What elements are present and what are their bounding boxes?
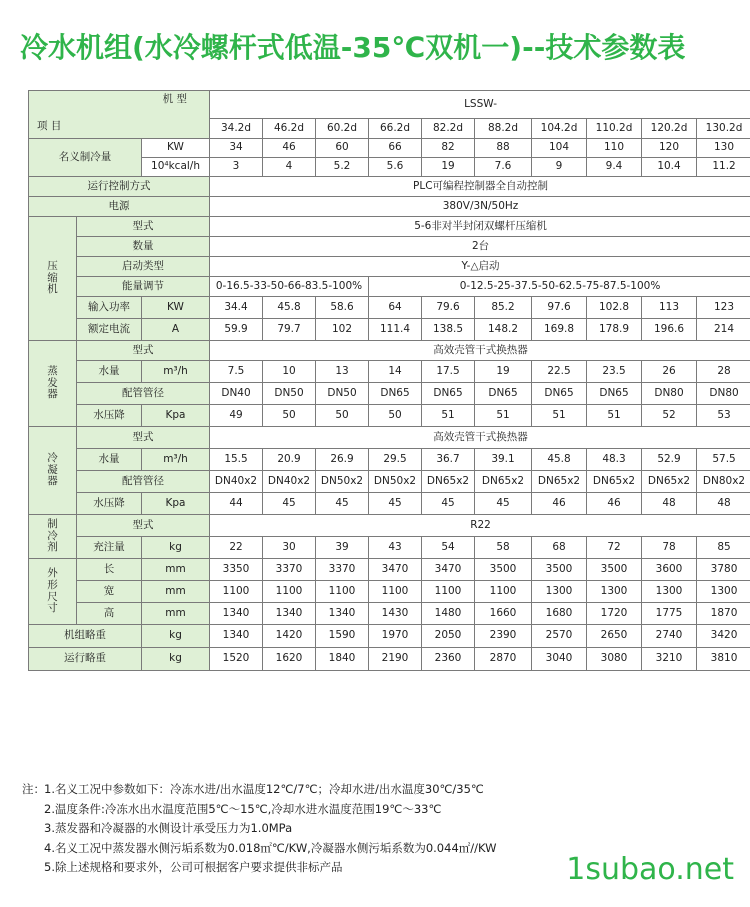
notes bbox=[22, 780, 497, 878]
value-cell: 2390 bbox=[475, 625, 532, 648]
value-cell: 19 bbox=[422, 158, 475, 177]
table-row bbox=[29, 361, 750, 383]
value-cell: 130 bbox=[697, 139, 750, 158]
value-cell: 26.9 bbox=[316, 449, 369, 471]
value-cell: 3810 bbox=[697, 648, 750, 671]
group-char: 剂 bbox=[47, 541, 58, 554]
table-row bbox=[29, 319, 750, 341]
value-cell: DN50x2 bbox=[316, 471, 369, 493]
header-item-model bbox=[29, 91, 210, 139]
value-cell: 1100 bbox=[210, 581, 263, 603]
value-cell: 138.5 bbox=[422, 319, 475, 341]
value-cell: 3500 bbox=[532, 559, 587, 581]
drop-label: 水压降 bbox=[77, 405, 142, 427]
value-cell: 2360 bbox=[422, 648, 475, 671]
value-cell: 1100 bbox=[422, 581, 475, 603]
type-label: 型式 bbox=[77, 515, 210, 537]
group-char: 压 bbox=[47, 260, 58, 273]
unit-cell: kg bbox=[142, 648, 210, 671]
value-cell: 7.6 bbox=[475, 158, 532, 177]
model-name: 120.2d bbox=[642, 119, 697, 139]
value-cell: 66 bbox=[369, 139, 422, 158]
table-row bbox=[29, 383, 750, 405]
value-cell: DN65x2 bbox=[642, 471, 697, 493]
table-row bbox=[29, 537, 750, 559]
value-cell: 3040 bbox=[532, 648, 587, 671]
value-cell: 22 bbox=[210, 537, 263, 559]
qty-label: 数量 bbox=[77, 237, 210, 257]
start-value: Y-△启动 bbox=[210, 257, 750, 277]
group-char: 蒸 bbox=[47, 365, 58, 378]
reg-value: 0-12.5-25-37.5-50-62.5-75-87.5-100% bbox=[369, 277, 750, 297]
value-cell: 45 bbox=[263, 493, 316, 515]
value-cell: 111.4 bbox=[369, 319, 422, 341]
value-cell: 110 bbox=[587, 139, 642, 158]
value-cell: 13 bbox=[316, 361, 369, 383]
start-label: 启动类型 bbox=[77, 257, 210, 277]
hei-label: 高 bbox=[77, 603, 142, 625]
value-cell: 2190 bbox=[369, 648, 422, 671]
value-cell: 3370 bbox=[263, 559, 316, 581]
cur-label: 额定电流 bbox=[77, 319, 142, 341]
table-row bbox=[29, 277, 750, 297]
value-cell: 1840 bbox=[316, 648, 369, 671]
value-cell: 22.5 bbox=[532, 361, 587, 383]
value-cell: 34.4 bbox=[210, 297, 263, 319]
group-char: 凝 bbox=[47, 463, 58, 476]
value-cell: 102 bbox=[316, 319, 369, 341]
value-cell: 17.5 bbox=[422, 361, 475, 383]
value-cell: 1420 bbox=[263, 625, 316, 648]
qty-value: 2台 bbox=[210, 237, 750, 257]
unit-cell: m³/h bbox=[142, 449, 210, 471]
value-cell: 30 bbox=[263, 537, 316, 559]
value-cell: 1100 bbox=[316, 581, 369, 603]
note-item: 5.除上述规格和要求外，公司可根据客户要求提供非标产品 bbox=[44, 860, 343, 874]
unit-cell: mm bbox=[142, 581, 210, 603]
value-cell: 1340 bbox=[210, 603, 263, 625]
value-cell: 9.4 bbox=[587, 158, 642, 177]
reg-label: 能量调节 bbox=[77, 277, 210, 297]
value-cell: 2740 bbox=[642, 625, 697, 648]
model-name: 82.2d bbox=[422, 119, 475, 139]
pipe-label: 配管管径 bbox=[77, 471, 210, 493]
table-row bbox=[29, 341, 750, 361]
value-cell: 10.4 bbox=[642, 158, 697, 177]
unit-cell: 10⁴kcal/h bbox=[142, 158, 210, 177]
value-cell: 48 bbox=[697, 493, 750, 515]
table-row bbox=[29, 297, 750, 319]
value-cell: 44 bbox=[210, 493, 263, 515]
value-cell: 46 bbox=[587, 493, 642, 515]
table-row bbox=[29, 91, 750, 119]
note-item: 4.名义工况中蒸发器水侧污垢系数为0.018㎡℃/KW,冷凝器水侧污垢系数为0.044㎡//KW bbox=[44, 840, 497, 855]
value-cell: DN50x2 bbox=[369, 471, 422, 493]
note-item: 1.名义工况中参数如下：冷冻水进/出水温度12℃/7℃；冷却水进/出水温度30℃/35℃ bbox=[44, 782, 484, 796]
dimensions-group bbox=[29, 559, 77, 625]
value-cell: 72 bbox=[587, 537, 642, 559]
value-cell: 1430 bbox=[369, 603, 422, 625]
value-cell: 1680 bbox=[532, 603, 587, 625]
model-name: 60.2d bbox=[316, 119, 369, 139]
value-cell: 1590 bbox=[316, 625, 369, 648]
type-label: 型式 bbox=[77, 217, 210, 237]
value-cell: DN65 bbox=[369, 383, 422, 405]
value-cell: DN65x2 bbox=[532, 471, 587, 493]
value-cell: 1300 bbox=[587, 581, 642, 603]
model-name: 110.2d bbox=[587, 119, 642, 139]
watermark: 1subao.net bbox=[566, 852, 734, 887]
table-row bbox=[29, 257, 750, 277]
value-cell: 78 bbox=[642, 537, 697, 559]
value-cell: 39 bbox=[316, 537, 369, 559]
value-cell: 11.2 bbox=[697, 158, 750, 177]
value-cell: DN40x2 bbox=[210, 471, 263, 493]
value-cell: 169.8 bbox=[532, 319, 587, 341]
charge-label: 充注量 bbox=[77, 537, 142, 559]
value-cell: 45 bbox=[369, 493, 422, 515]
group-char: 器 bbox=[47, 388, 58, 401]
value-cell: 102.8 bbox=[587, 297, 642, 319]
value-cell: 3500 bbox=[475, 559, 532, 581]
value-cell: DN65x2 bbox=[422, 471, 475, 493]
model-label: 机 型 bbox=[162, 93, 188, 105]
value-cell: 1340 bbox=[316, 603, 369, 625]
value-cell: 120 bbox=[642, 139, 697, 158]
value-cell: 53 bbox=[697, 405, 750, 427]
value-cell: DN40x2 bbox=[263, 471, 316, 493]
power-value: 380V/3N/50Hz bbox=[210, 197, 750, 217]
value-cell: 88 bbox=[475, 139, 532, 158]
value-cell: 1720 bbox=[587, 603, 642, 625]
type-value: 高效壳管干式换热器 bbox=[210, 427, 750, 449]
value-cell: 14 bbox=[369, 361, 422, 383]
power-label: 电源 bbox=[29, 197, 210, 217]
value-cell: 1100 bbox=[475, 581, 532, 603]
value-cell: 46 bbox=[263, 139, 316, 158]
value-cell: DN80 bbox=[697, 383, 750, 405]
value-cell: 51 bbox=[587, 405, 642, 427]
value-cell: 45 bbox=[422, 493, 475, 515]
unit-cell: A bbox=[142, 319, 210, 341]
weight-label: 机组略重 bbox=[29, 625, 142, 648]
value-cell: 1620 bbox=[263, 648, 316, 671]
model-name: 46.2d bbox=[263, 119, 316, 139]
value-cell: 1660 bbox=[475, 603, 532, 625]
value-cell: 51 bbox=[475, 405, 532, 427]
value-cell: 104 bbox=[532, 139, 587, 158]
unit-cell: KW bbox=[142, 139, 210, 158]
value-cell: 50 bbox=[369, 405, 422, 427]
group-char: 形 bbox=[47, 578, 58, 591]
value-cell: 54 bbox=[422, 537, 475, 559]
table-row bbox=[29, 139, 750, 158]
value-cell: 3 bbox=[210, 158, 263, 177]
value-cell: 3420 bbox=[697, 625, 750, 648]
value-cell: 39.1 bbox=[475, 449, 532, 471]
group-char: 外 bbox=[47, 567, 58, 580]
value-cell: 148.2 bbox=[475, 319, 532, 341]
value-cell: 9 bbox=[532, 158, 587, 177]
value-cell: 19 bbox=[475, 361, 532, 383]
unit-cell: kg bbox=[142, 537, 210, 559]
value-cell: DN80x2 bbox=[697, 471, 750, 493]
value-cell: 3600 bbox=[642, 559, 697, 581]
spec-table bbox=[28, 90, 750, 671]
value-cell: DN50 bbox=[263, 383, 316, 405]
value-cell: 123 bbox=[697, 297, 750, 319]
value-cell: 1100 bbox=[369, 581, 422, 603]
table-row bbox=[29, 237, 750, 257]
type-value: 5-6非对半封闭双螺杆压缩机 bbox=[210, 217, 750, 237]
type-label: 型式 bbox=[77, 427, 210, 449]
value-cell: 1100 bbox=[263, 581, 316, 603]
series-label: LSSW- bbox=[210, 91, 750, 119]
value-cell: 50 bbox=[316, 405, 369, 427]
value-cell: 3500 bbox=[587, 559, 642, 581]
unit-cell: m³/h bbox=[142, 361, 210, 383]
control-value: PLC可编程控制器全自动控制 bbox=[210, 177, 750, 197]
value-cell: 60 bbox=[316, 139, 369, 158]
value-cell: 46 bbox=[532, 493, 587, 515]
value-cell: DN50 bbox=[316, 383, 369, 405]
table-row bbox=[29, 449, 750, 471]
evaporator-group bbox=[29, 341, 77, 427]
flow-label: 水量 bbox=[77, 361, 142, 383]
value-cell: DN65 bbox=[422, 383, 475, 405]
value-cell: 10 bbox=[263, 361, 316, 383]
value-cell: 82 bbox=[422, 139, 475, 158]
value-cell: 49 bbox=[210, 405, 263, 427]
model-name: 34.2d bbox=[210, 119, 263, 139]
value-cell: 3470 bbox=[369, 559, 422, 581]
value-cell: 196.6 bbox=[642, 319, 697, 341]
value-cell: 97.6 bbox=[532, 297, 587, 319]
group-char: 制 bbox=[47, 518, 58, 531]
item-label: 项 目 bbox=[37, 120, 62, 133]
group-char: 发 bbox=[47, 376, 58, 389]
value-cell: 51 bbox=[422, 405, 475, 427]
value-cell: 57.5 bbox=[697, 449, 750, 471]
value-cell: 51 bbox=[532, 405, 587, 427]
table-row bbox=[29, 625, 750, 648]
value-cell: 45 bbox=[475, 493, 532, 515]
value-cell: 23.5 bbox=[587, 361, 642, 383]
value-cell: DN65 bbox=[475, 383, 532, 405]
table-row bbox=[29, 603, 750, 625]
value-cell: 45.8 bbox=[532, 449, 587, 471]
value-cell: 1300 bbox=[642, 581, 697, 603]
reg-value: 0-16.5-33-50-66-83.5-100% bbox=[210, 277, 369, 297]
value-cell: 3780 bbox=[697, 559, 750, 581]
value-cell: 50 bbox=[263, 405, 316, 427]
compressor-group bbox=[29, 217, 77, 341]
unit-cell: Kpa bbox=[142, 405, 210, 427]
value-cell: 28 bbox=[697, 361, 750, 383]
value-cell: 34 bbox=[210, 139, 263, 158]
value-cell: 79.7 bbox=[263, 319, 316, 341]
value-cell: 58.6 bbox=[316, 297, 369, 319]
notes-lead: 注： bbox=[22, 782, 45, 796]
unit-cell: mm bbox=[142, 559, 210, 581]
value-cell: DN65x2 bbox=[475, 471, 532, 493]
value-cell: 3370 bbox=[316, 559, 369, 581]
value-cell: DN65 bbox=[587, 383, 642, 405]
value-cell: 43 bbox=[369, 537, 422, 559]
value-cell: 85.2 bbox=[475, 297, 532, 319]
refrigerant-group bbox=[29, 515, 77, 559]
value-cell: 29.5 bbox=[369, 449, 422, 471]
value-cell: 2050 bbox=[422, 625, 475, 648]
model-name: 88.2d bbox=[475, 119, 532, 139]
model-name: 66.2d bbox=[369, 119, 422, 139]
drop-label: 水压降 bbox=[77, 493, 142, 515]
condenser-group bbox=[29, 427, 77, 515]
value-cell: 1300 bbox=[532, 581, 587, 603]
value-cell: 52 bbox=[642, 405, 697, 427]
value-cell: DN65 bbox=[532, 383, 587, 405]
value-cell: DN65x2 bbox=[587, 471, 642, 493]
table-row bbox=[29, 427, 750, 449]
value-cell: 59.9 bbox=[210, 319, 263, 341]
value-cell: 1480 bbox=[422, 603, 475, 625]
value-cell: 2870 bbox=[475, 648, 532, 671]
table-row bbox=[29, 197, 750, 217]
value-cell: 68 bbox=[532, 537, 587, 559]
value-cell: 3470 bbox=[422, 559, 475, 581]
value-cell: 4 bbox=[263, 158, 316, 177]
group-char: 器 bbox=[47, 475, 58, 488]
note-item: 2.温度条件:冷冻水出水温度范围5℃～15℃,冷却水进水温度范围19℃～33℃ bbox=[44, 801, 442, 816]
value-cell: 3210 bbox=[642, 648, 697, 671]
capacity-label: 名义制冷量 bbox=[29, 139, 142, 177]
value-cell: 48.3 bbox=[587, 449, 642, 471]
value-cell: 1970 bbox=[369, 625, 422, 648]
value-cell: 85 bbox=[697, 537, 750, 559]
value-cell: 2570 bbox=[532, 625, 587, 648]
value-cell: 7.5 bbox=[210, 361, 263, 383]
unit-cell: Kpa bbox=[142, 493, 210, 515]
value-cell: 64 bbox=[369, 297, 422, 319]
value-cell: 48 bbox=[642, 493, 697, 515]
unit-cell: KW bbox=[142, 297, 210, 319]
unit-cell: mm bbox=[142, 603, 210, 625]
value-cell: 52.9 bbox=[642, 449, 697, 471]
value-cell: 113 bbox=[642, 297, 697, 319]
value-cell: DN80 bbox=[642, 383, 697, 405]
value-cell: 26 bbox=[642, 361, 697, 383]
table-row bbox=[29, 559, 750, 581]
inpow-label: 输入功率 bbox=[77, 297, 142, 319]
page-title: 冷水机组(水冷螺杆式低温-35℃双机一)--技术参数表 bbox=[20, 31, 686, 64]
value-cell: 45 bbox=[316, 493, 369, 515]
value-cell: 15.5 bbox=[210, 449, 263, 471]
table-row bbox=[29, 405, 750, 427]
table-row bbox=[29, 581, 750, 603]
value-cell: 45.8 bbox=[263, 297, 316, 319]
run-weight-label: 运行略重 bbox=[29, 648, 142, 671]
value-cell: 1340 bbox=[210, 625, 263, 648]
table-row bbox=[29, 177, 750, 197]
value-cell: 178.9 bbox=[587, 319, 642, 341]
value-cell: 5.2 bbox=[316, 158, 369, 177]
value-cell: 3350 bbox=[210, 559, 263, 581]
control-label: 运行控制方式 bbox=[29, 177, 210, 197]
model-name: 104.2d bbox=[532, 119, 587, 139]
value-cell: 3080 bbox=[587, 648, 642, 671]
value-cell: 214 bbox=[697, 319, 750, 341]
type-label: 型式 bbox=[77, 341, 210, 361]
type-value: R22 bbox=[210, 515, 750, 537]
group-char: 冷 bbox=[47, 529, 58, 542]
table-row bbox=[29, 648, 750, 671]
table-row bbox=[29, 493, 750, 515]
value-cell: 1340 bbox=[263, 603, 316, 625]
group-char: 寸 bbox=[47, 602, 58, 615]
pipe-label: 配管管径 bbox=[77, 383, 210, 405]
wid-label: 宽 bbox=[77, 581, 142, 603]
table-row bbox=[29, 471, 750, 493]
value-cell: 1300 bbox=[697, 581, 750, 603]
unit-cell: kg bbox=[142, 625, 210, 648]
table-row bbox=[29, 515, 750, 537]
value-cell: 5.6 bbox=[369, 158, 422, 177]
value-cell: 58 bbox=[475, 537, 532, 559]
flow-label: 水量 bbox=[77, 449, 142, 471]
note-item: 3.蒸发器和冷凝器的水侧设计承受压力为1.0MPa bbox=[44, 821, 293, 835]
value-cell: 2650 bbox=[587, 625, 642, 648]
group-char: 缩 bbox=[47, 271, 58, 284]
group-char: 机 bbox=[47, 283, 58, 296]
value-cell: 1775 bbox=[642, 603, 697, 625]
group-char: 尺 bbox=[47, 590, 58, 603]
value-cell: DN40 bbox=[210, 383, 263, 405]
value-cell: 79.6 bbox=[422, 297, 475, 319]
table-row bbox=[29, 217, 750, 237]
type-value: 高效壳管干式换热器 bbox=[210, 341, 750, 361]
value-cell: 20.9 bbox=[263, 449, 316, 471]
len-label: 长 bbox=[77, 559, 142, 581]
value-cell: 1870 bbox=[697, 603, 750, 625]
model-name: 130.2d bbox=[697, 119, 750, 139]
group-char: 冷 bbox=[47, 452, 58, 465]
value-cell: 36.7 bbox=[422, 449, 475, 471]
value-cell: 1520 bbox=[210, 648, 263, 671]
